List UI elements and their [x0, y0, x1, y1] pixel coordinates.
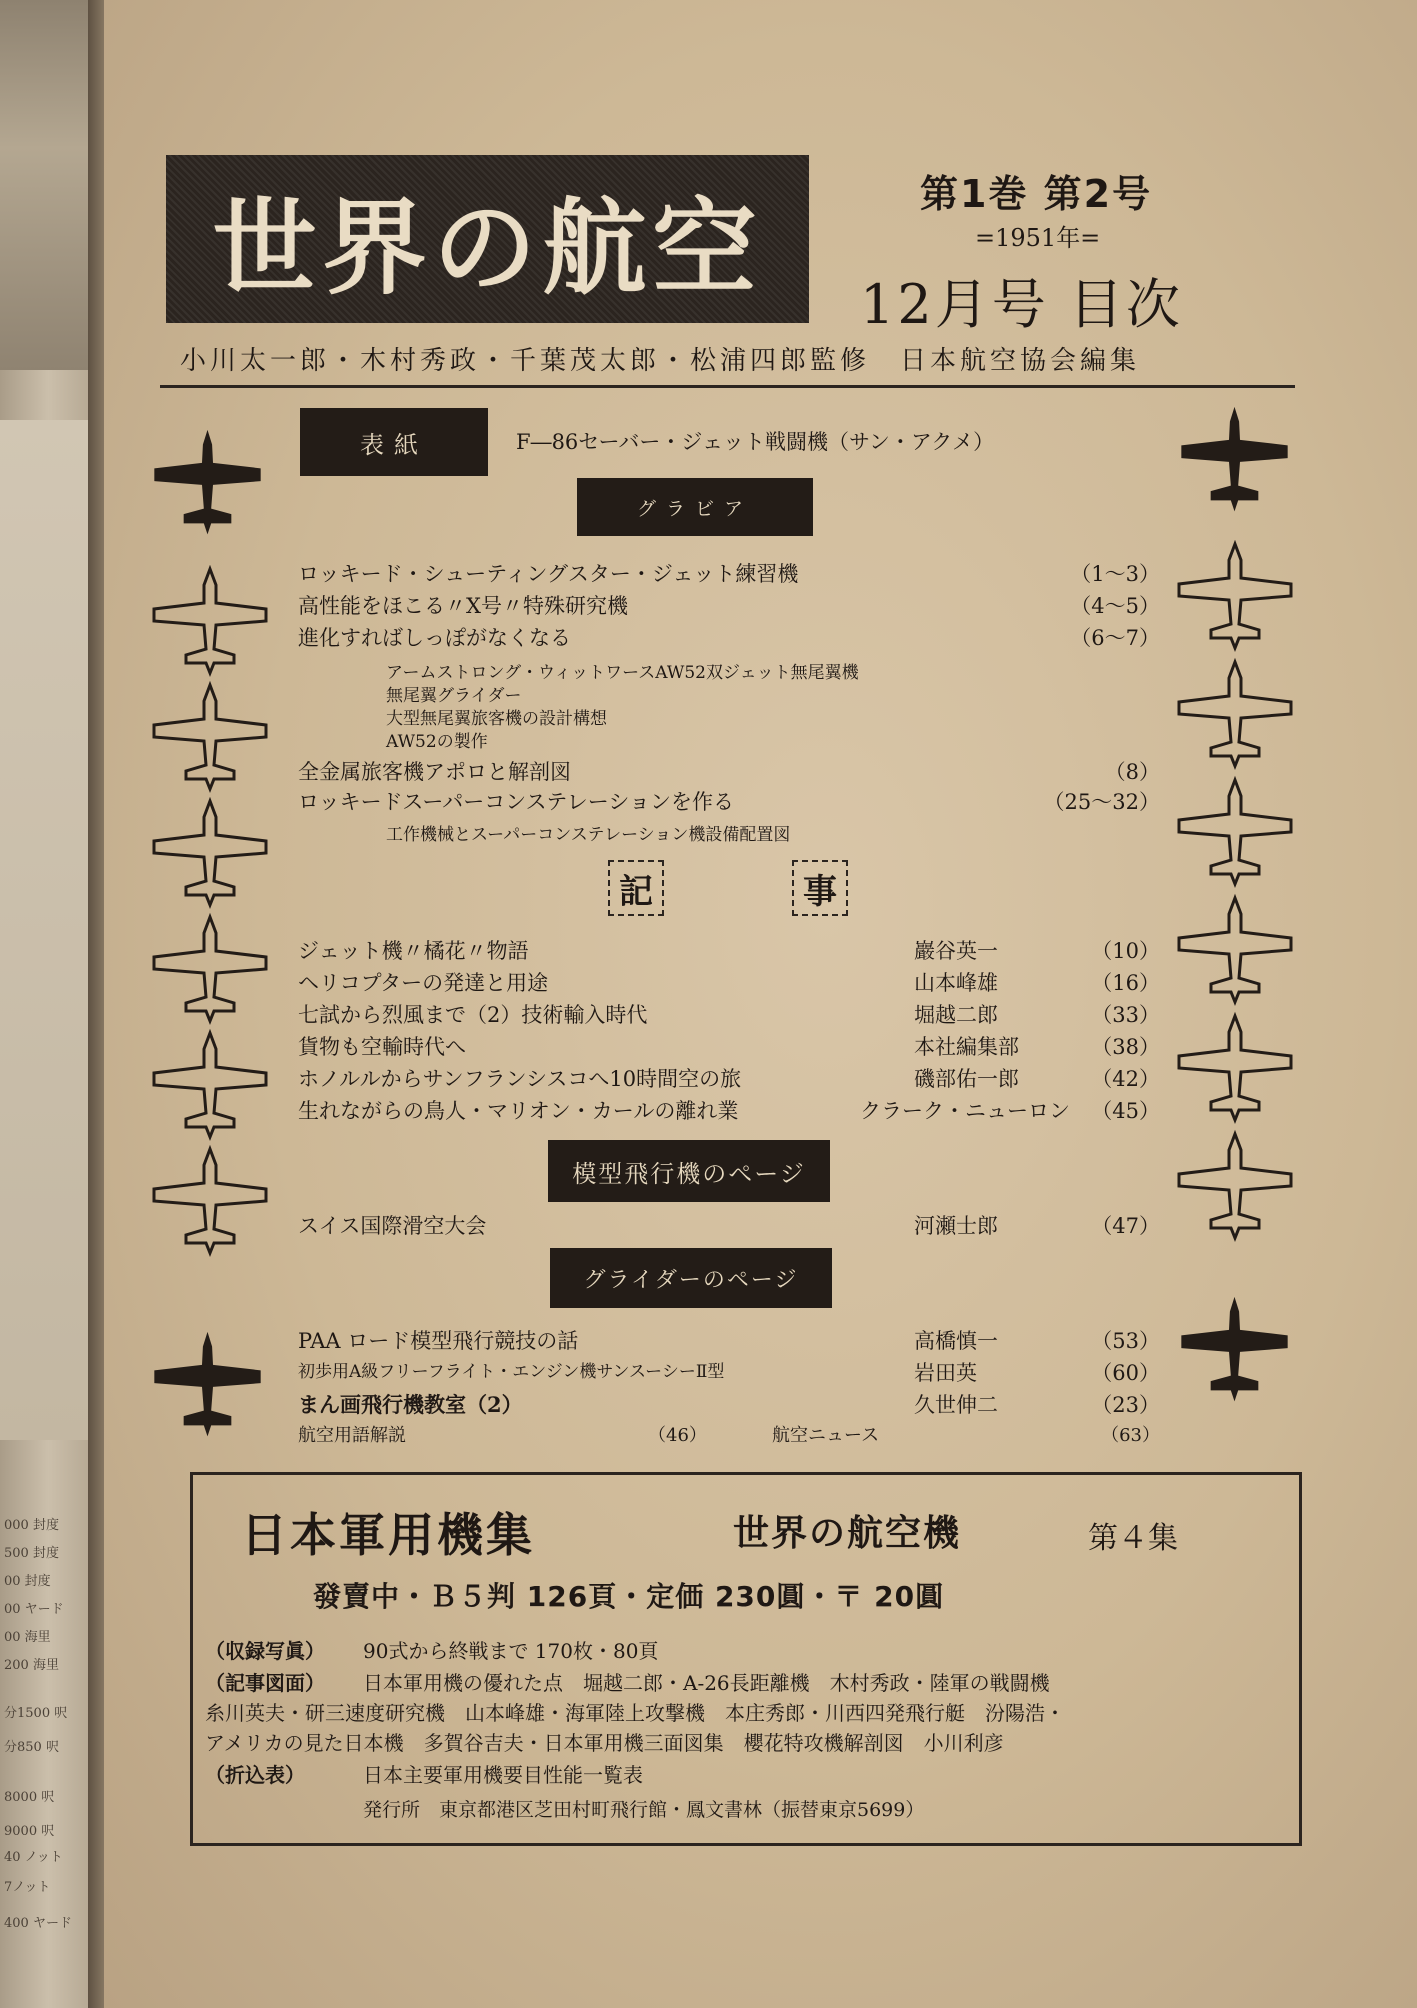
ad-publisher: 発行所 東京都港区芝田村町飛行館・鳳文書林（振替東京5699） [363, 1799, 925, 1821]
plane-silhouette-icon [150, 428, 265, 538]
toc-pages: （45） [1091, 1099, 1160, 1123]
previous-page-line: 500 封度 [4, 1546, 59, 1561]
previous-page-line: 9000 呎 [4, 1824, 55, 1839]
toc-title: 生れながらの鳥人・マリオン・カールの離れ業 [298, 1099, 739, 1123]
toc-pages: （4～5） [1070, 594, 1160, 618]
ad-title: 日本軍用機集 [241, 1508, 535, 1562]
toc-title: ロッキード・シューティングスター・ジェット練習機 [298, 562, 799, 586]
toc-author: 本社編集部 [914, 1035, 1019, 1059]
model-section-label: 模型飛行機のページ [548, 1140, 830, 1202]
toc-author: 山本峰雄 [914, 971, 998, 995]
toc-author: 堀越二郎 [914, 1003, 998, 1027]
previous-page-line: 200 海里 [4, 1658, 59, 1673]
toc-pages: （47） [1091, 1214, 1160, 1238]
toc-title: スイス国際滑空大会 [298, 1214, 487, 1238]
issue-year: =1951年= [975, 224, 1101, 252]
toc-author: 岩田英 [914, 1361, 977, 1385]
ad-volume: 第４集 [1088, 1521, 1178, 1556]
toc-title: ジェット機〃橘花〃物語 [298, 939, 529, 963]
book-advertisement [190, 1472, 1302, 1846]
previous-page-line: 00 海里 [4, 1630, 51, 1645]
previous-page-edge [0, 0, 88, 2008]
toc-pages: （1～3） [1070, 562, 1160, 586]
toc-subitem: アームストロング・ウィットワースAW52双ジェット無尾翼機 [386, 663, 859, 683]
previous-page-line: 400 ヤード [4, 1916, 72, 1931]
toc-author: クラーク・ニューロン [860, 1099, 1070, 1123]
ad-row-text: 90式から終戦まで 170枚・80頁 [363, 1639, 659, 1663]
toc-pages: （60） [1091, 1361, 1160, 1385]
toc-pages: （38） [1091, 1035, 1160, 1059]
toc-title: 航空用語解説 [298, 1425, 406, 1446]
magazine-title-box [166, 155, 809, 323]
gravure-label: グラビア [577, 478, 813, 536]
toc-pages: （10） [1091, 939, 1160, 963]
articles-label-left: 記 [608, 860, 664, 916]
toc-author: 巖谷英一 [914, 939, 998, 963]
toc-title: 高性能をほこる〃X号〃特殊研究機 [298, 594, 628, 618]
toc-title: まん画飛行機教室（2） [298, 1392, 523, 1417]
ad-sale-info: 發賣中・Ｂ５判 126頁・定価 230圓・〒 20圓 [313, 1580, 945, 1613]
toc-title: PAA ロード模型飛行競技の話 [298, 1329, 579, 1353]
ad-row-text: 糸川英夫・研三速度研究機 山本峰雄・海軍陸上攻撃機 本庄秀郎・川西四発飛行艇 汾陽浩・ [205, 1701, 1065, 1725]
toc-subitem: 無尾翼グライダー [386, 686, 522, 706]
previous-page-line: 000 封度 [4, 1518, 59, 1533]
previous-page-photo [0, 0, 88, 370]
toc-title: 進化すればしっぽがなくなる [298, 626, 571, 650]
toc-pages: （33） [1091, 1003, 1160, 1027]
issue-number: 第1巻 第2号 [920, 172, 1153, 216]
toc-title: ホノルルからサンフランシスコへ10時間空の旅 [298, 1067, 742, 1091]
cover-description: F―86セーバー・ジェット戦闘機（サン・アクメ） [516, 430, 995, 454]
toc-title: 貨物も空輸時代へ [298, 1035, 466, 1059]
cover-label: 表紙 [300, 408, 488, 476]
supervisors-line: 小川太一郎・木村秀政・千葉茂太郎・松浦四郎監修 日本航空協会編集 [180, 346, 1141, 376]
plane-silhouette-icon [150, 1330, 265, 1440]
previous-page-line: 40 ノット [4, 1850, 63, 1865]
toc-title: 七試から烈風まで（2）技術輸入時代 [298, 1003, 648, 1027]
toc-title: 初歩用A級フリーフライト・エンジン機サンスーシーⅡ型 [298, 1362, 725, 1382]
ad-title-secondary: 世界の航空機 [733, 1513, 962, 1554]
articles-label-right: 事 [792, 860, 848, 916]
glider-section-label: グライダーのページ [550, 1248, 832, 1308]
toc-pages: （8） [1104, 760, 1160, 784]
plane-silhouette-icon [1177, 405, 1292, 515]
toc-pages: （63） [1101, 1425, 1160, 1446]
plane-outline-column-icon [150, 565, 270, 1265]
toc-author: 高橋慎一 [914, 1329, 998, 1353]
toc-subitem: AW52の製作 [386, 732, 488, 752]
toc-title: ヘリコプターの発達と用途 [298, 971, 549, 995]
previous-page-photo-lower [0, 420, 88, 1440]
toc-pages: （42） [1091, 1067, 1160, 1091]
toc-pages: （23） [1091, 1393, 1160, 1417]
toc-pages: （6～7） [1070, 626, 1160, 650]
magazine-title: 世界の航空 [212, 187, 763, 309]
toc-title: ロッキードスーパーコンステレーションを作る [298, 790, 734, 814]
toc-pages: （46） [648, 1425, 707, 1446]
toc-pages: （53） [1091, 1329, 1160, 1353]
previous-page-line: 7ノット [4, 1880, 51, 1895]
toc-subitem: 大型無尾翼旅客機の設計構想 [386, 709, 607, 729]
ad-row-text: 日本主要軍用機要目性能一覧表 [363, 1763, 643, 1787]
toc-pages: （25～32） [1043, 790, 1160, 814]
previous-page-line: 分1500 呎 [4, 1706, 68, 1721]
toc-author: 河瀬士郎 [914, 1214, 998, 1238]
plane-silhouette-icon [1177, 1295, 1292, 1405]
toc-subitem: 工作機械とスーパーコンステレーション機設備配置図 [386, 825, 791, 845]
ad-row-text: アメリカの見た日本機 多賀谷吉夫・日本軍用機三面図集 櫻花特攻機解剖図 小川利彦 [205, 1731, 1004, 1755]
ad-row-label: （収録写眞） [205, 1639, 325, 1663]
plane-outline-column-icon [1175, 540, 1295, 1260]
previous-page-line: 8000 呎 [4, 1790, 55, 1805]
ad-row-label: （折込表） [205, 1763, 305, 1787]
previous-page-line: 00 ヤード [4, 1602, 64, 1617]
ad-row-label: （記事図面） [205, 1671, 325, 1695]
toc-title: 全金属旅客機アポロと解剖図 [298, 760, 571, 784]
header-rule [160, 385, 1295, 388]
issue-month-contents: 12月号 目次 [860, 273, 1183, 336]
previous-page-line: 分850 呎 [4, 1740, 59, 1755]
toc-title: 航空ニュース [772, 1425, 880, 1446]
toc-author: 磯部佑一郎 [914, 1067, 1019, 1091]
ad-row-text: 日本軍用機の優れた点 堀越二郎・A-26長距離機 木村秀政・陸軍の戦闘機 [363, 1671, 1050, 1695]
toc-author: 久世伸二 [914, 1393, 998, 1417]
toc-pages: （16） [1091, 971, 1160, 995]
previous-page-line: 00 封度 [4, 1574, 51, 1589]
